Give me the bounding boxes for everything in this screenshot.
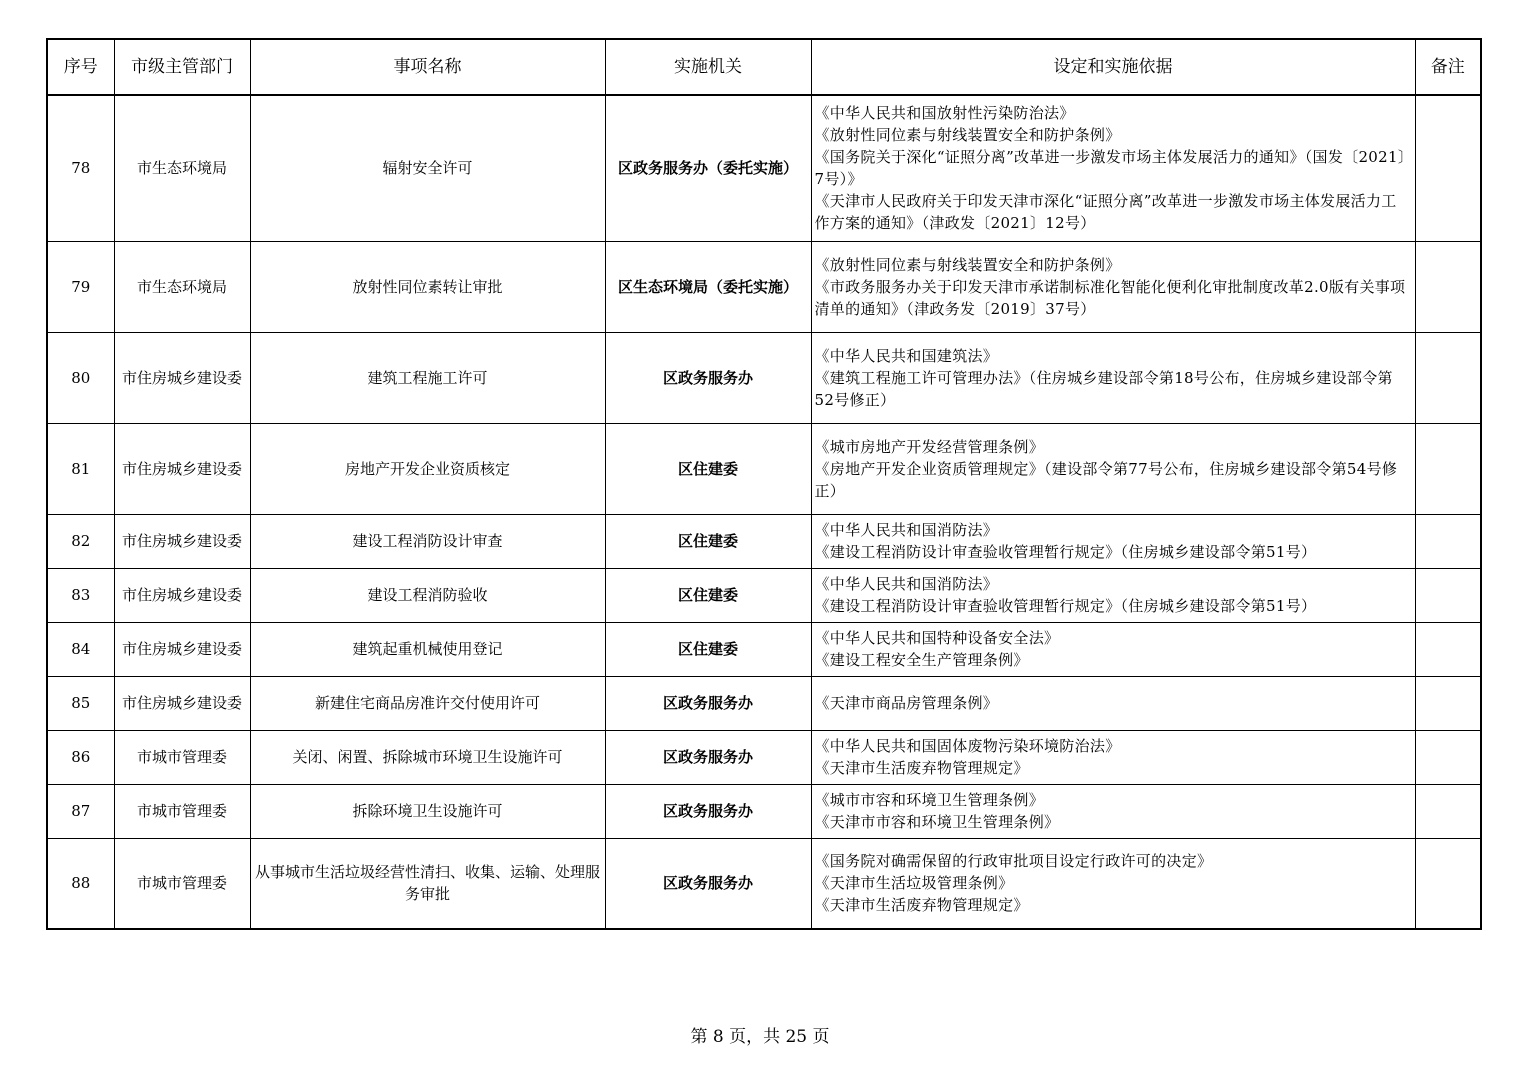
cell-seq: 88 bbox=[47, 838, 114, 929]
header-basis: 设定和实施依据 bbox=[811, 39, 1415, 95]
cell-dept: 市住房城乡建设委 bbox=[114, 332, 250, 423]
cell-seq: 83 bbox=[47, 568, 114, 622]
cell-item: 辐射安全许可 bbox=[250, 95, 605, 241]
table-row bbox=[47, 784, 1481, 838]
approval-items-table bbox=[46, 38, 1482, 930]
cell-dept: 市住房城乡建设委 bbox=[114, 676, 250, 730]
table-row bbox=[47, 622, 1481, 676]
cell-dept: 市住房城乡建设委 bbox=[114, 622, 250, 676]
cell-org: 区政务服务办 bbox=[605, 676, 811, 730]
cell-basis: 《放射性同位素与射线装置安全和防护条例》 《市政务服务办关于印发天津市承诺制标准化智能化便利化审批制度改革2.0版有关事项清单的通知》（津政务发〔2019〕37号） bbox=[811, 241, 1415, 332]
table-row bbox=[47, 423, 1481, 514]
cell-item: 新建住宅商品房准许交付使用许可 bbox=[250, 676, 605, 730]
cell-seq: 84 bbox=[47, 622, 114, 676]
table-row bbox=[47, 730, 1481, 784]
cell-basis: 《国务院对确需保留的行政审批项目设定行政许可的决定》 《天津市生活垃圾管理条例》 《天津市生活废弃物管理规定》 bbox=[811, 838, 1415, 929]
cell-item: 从事城市生活垃圾经营性清扫、收集、运输、处理服务审批 bbox=[250, 838, 605, 929]
cell-basis: 《中华人民共和国固体废物污染环境防治法》 《天津市生活废弃物管理规定》 bbox=[811, 730, 1415, 784]
page-footer: 第 8 页，共 25 页 bbox=[690, 1027, 830, 1047]
cell-org: 区政务服务办（委托实施） bbox=[605, 95, 811, 241]
cell-dept: 市城市管理委 bbox=[114, 838, 250, 929]
cell-org: 区政务服务办 bbox=[605, 730, 811, 784]
cell-item: 建设工程消防设计审查 bbox=[250, 514, 605, 568]
cell-basis: 《天津市商品房管理条例》 bbox=[811, 676, 1415, 730]
cell-note bbox=[1415, 568, 1481, 622]
cell-note bbox=[1415, 676, 1481, 730]
header-org: 实施机关 bbox=[605, 39, 811, 95]
cell-seq: 87 bbox=[47, 784, 114, 838]
cell-org: 区政务服务办 bbox=[605, 838, 811, 929]
header-dept: 市级主管部门 bbox=[114, 39, 250, 95]
cell-note bbox=[1415, 423, 1481, 514]
cell-dept: 市住房城乡建设委 bbox=[114, 514, 250, 568]
table-row bbox=[47, 676, 1481, 730]
cell-note bbox=[1415, 838, 1481, 929]
header-note: 备注 bbox=[1415, 39, 1481, 95]
cell-org: 区政务服务办 bbox=[605, 332, 811, 423]
cell-basis: 《城市市容和环境卫生管理条例》 《天津市市容和环境卫生管理条例》 bbox=[811, 784, 1415, 838]
cell-dept: 市生态环境局 bbox=[114, 241, 250, 332]
cell-item: 拆除环境卫生设施许可 bbox=[250, 784, 605, 838]
cell-seq: 86 bbox=[47, 730, 114, 784]
table-header-row bbox=[47, 39, 1481, 95]
cell-dept: 市城市管理委 bbox=[114, 784, 250, 838]
cell-item: 建设工程消防验收 bbox=[250, 568, 605, 622]
cell-org: 区住建委 bbox=[605, 514, 811, 568]
cell-dept: 市城市管理委 bbox=[114, 730, 250, 784]
cell-seq: 82 bbox=[47, 514, 114, 568]
cell-basis: 《中华人民共和国消防法》 《建设工程消防设计审查验收管理暂行规定》（住房城乡建设部令第51号） bbox=[811, 568, 1415, 622]
cell-seq: 81 bbox=[47, 423, 114, 514]
cell-org: 区生态环境局（委托实施） bbox=[605, 241, 811, 332]
cell-seq: 80 bbox=[47, 332, 114, 423]
cell-org: 区住建委 bbox=[605, 423, 811, 514]
cell-seq: 79 bbox=[47, 241, 114, 332]
cell-item: 建筑起重机械使用登记 bbox=[250, 622, 605, 676]
cell-note bbox=[1415, 730, 1481, 784]
cell-note bbox=[1415, 622, 1481, 676]
cell-org: 区政务服务办 bbox=[605, 784, 811, 838]
cell-note bbox=[1415, 784, 1481, 838]
cell-dept: 市住房城乡建设委 bbox=[114, 423, 250, 514]
cell-item: 房地产开发企业资质核定 bbox=[250, 423, 605, 514]
cell-basis: 《中华人民共和国建筑法》 《建筑工程施工许可管理办法》（住房城乡建设部令第18号公布，住房城乡建设部令第52号修正） bbox=[811, 332, 1415, 423]
table-row bbox=[47, 241, 1481, 332]
cell-seq: 78 bbox=[47, 95, 114, 241]
cell-basis: 《城市房地产开发经营管理条例》 《房地产开发企业资质管理规定》（建设部令第77号公布，住房城乡建设部令第54号修正） bbox=[811, 423, 1415, 514]
table-row bbox=[47, 95, 1481, 241]
cell-seq: 85 bbox=[47, 676, 114, 730]
cell-note bbox=[1415, 241, 1481, 332]
cell-dept: 市住房城乡建设委 bbox=[114, 568, 250, 622]
table-row bbox=[47, 332, 1481, 423]
cell-basis: 《中华人民共和国消防法》 《建设工程消防设计审查验收管理暂行规定》（住房城乡建设部令第51号） bbox=[811, 514, 1415, 568]
cell-note bbox=[1415, 514, 1481, 568]
cell-item: 关闭、闲置、拆除城市环境卫生设施许可 bbox=[250, 730, 605, 784]
cell-basis: 《中华人民共和国特种设备安全法》 《建设工程安全生产管理条例》 bbox=[811, 622, 1415, 676]
cell-note bbox=[1415, 332, 1481, 423]
header-item: 事项名称 bbox=[250, 39, 605, 95]
cell-dept: 市生态环境局 bbox=[114, 95, 250, 241]
cell-basis: 《中华人民共和国放射性污染防治法》 《放射性同位素与射线装置安全和防护条例》 《国务院关于深化“证照分离”改革进一步激发市场主体发展活力的通知》（国发〔2021〕7号）》 《天津市人民政府关于印发天津市深化“证照分离”改革进一步激发市场主体发展活力工作方案的通知》（津政发〔2021〕12号） bbox=[811, 95, 1415, 241]
cell-item: 放射性同位素转让审批 bbox=[250, 241, 605, 332]
cell-org: 区住建委 bbox=[605, 622, 811, 676]
table-row bbox=[47, 514, 1481, 568]
cell-item: 建筑工程施工许可 bbox=[250, 332, 605, 423]
table-row bbox=[47, 838, 1481, 929]
header-seq: 序号 bbox=[47, 39, 114, 95]
cell-note bbox=[1415, 95, 1481, 241]
cell-org: 区住建委 bbox=[605, 568, 811, 622]
table-row bbox=[47, 568, 1481, 622]
